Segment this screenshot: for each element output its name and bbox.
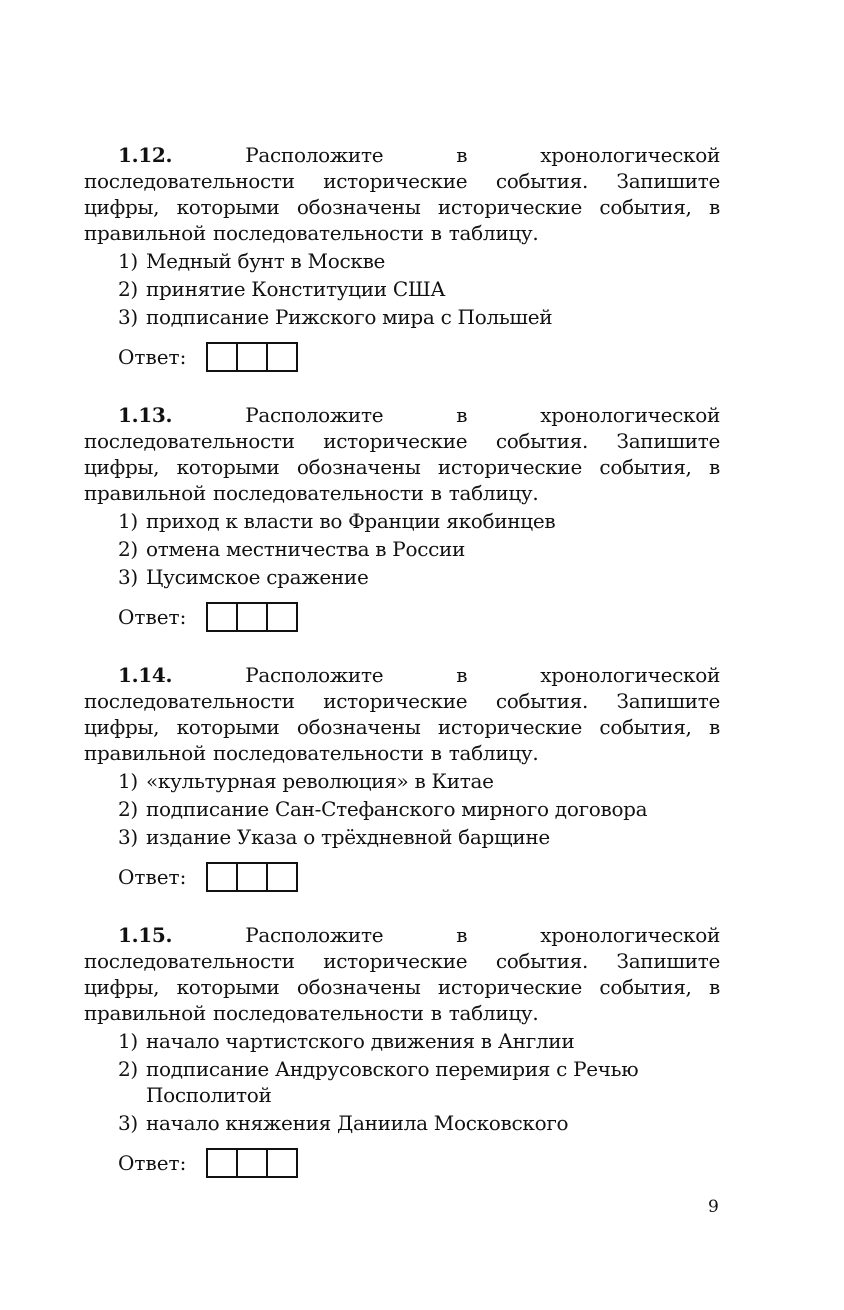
option-item (118, 304, 720, 330)
answer-label: Ответ: (118, 345, 187, 369)
answer-grid (206, 342, 298, 372)
answer-cell[interactable] (208, 344, 236, 370)
answer-cell[interactable] (266, 864, 296, 890)
answer-row (118, 342, 298, 372)
answer-grid (206, 602, 298, 632)
option-number: 1) (118, 1029, 138, 1053)
option-number: 2) (118, 537, 138, 561)
option-number: 3) (118, 1111, 138, 1135)
option-item (118, 824, 720, 850)
task-number: 1.12. (118, 143, 173, 167)
options-list (84, 248, 720, 330)
task-1-15 (84, 922, 720, 1136)
task-number: 1.15. (118, 923, 173, 947)
answer-grid (206, 1148, 298, 1178)
option-item (118, 768, 720, 794)
option-number: 3) (118, 305, 138, 329)
answer-cell[interactable] (236, 1150, 266, 1176)
option-item (118, 796, 720, 822)
page-number: 9 (708, 1197, 719, 1217)
option-item (118, 248, 720, 274)
option-text: начало княжения Даниила Московского (146, 1111, 569, 1135)
options-list (84, 508, 720, 590)
option-text: подписание Рижского мира с Польшей (146, 305, 553, 329)
option-item (118, 536, 720, 562)
option-text: принятие Конституции США (146, 277, 446, 301)
option-item (118, 1056, 720, 1108)
answer-cell[interactable] (208, 864, 236, 890)
option-item (118, 508, 720, 534)
task-1-12 (84, 142, 720, 330)
option-number: 3) (118, 825, 138, 849)
task-instruction: Расположите в хронологической последовательности исторические события. Запишите цифры, которыми обозначены исторические события, в правильной последовательности в таблицу. (84, 923, 720, 1025)
task-1-13 (84, 402, 720, 590)
answer-cell[interactable] (208, 604, 236, 630)
answer-cell[interactable] (236, 604, 266, 630)
task-prompt (84, 402, 720, 506)
answer-cell[interactable] (236, 864, 266, 890)
option-item (118, 1028, 720, 1054)
answer-label: Ответ: (118, 605, 187, 629)
option-text: отмена местничества в России (146, 537, 466, 561)
option-number: 3) (118, 565, 138, 589)
option-text: Медный бунт в Москве (146, 249, 386, 273)
option-number: 2) (118, 1057, 138, 1081)
option-text: подписание Сан-Стефанского мирного договора (146, 797, 648, 821)
answer-cell[interactable] (266, 344, 296, 370)
task-instruction: Расположите в хронологической последовательности исторические события. Запишите цифры, которыми обозначены исторические события, в правильной последовательности в таблицу. (84, 663, 720, 765)
answer-row (118, 862, 298, 892)
option-item (118, 1110, 720, 1136)
answer-cell[interactable] (266, 1150, 296, 1176)
answer-cell[interactable] (236, 344, 266, 370)
option-number: 1) (118, 249, 138, 273)
answer-cell[interactable] (266, 604, 296, 630)
task-1-14 (84, 662, 720, 850)
answer-cell[interactable] (208, 1150, 236, 1176)
option-text: приход к власти во Франции якобинцев (146, 509, 556, 533)
option-number: 1) (118, 509, 138, 533)
answer-label: Ответ: (118, 865, 187, 889)
task-prompt (84, 662, 720, 766)
task-prompt (84, 142, 720, 246)
task-prompt (84, 922, 720, 1026)
option-text: Цусимское сражение (146, 565, 369, 589)
task-instruction: Расположите в хронологической последовательности исторические события. Запишите цифры, которыми обозначены исторические события, в правильной последовательности в таблицу. (84, 143, 720, 245)
task-number: 1.13. (118, 403, 173, 427)
answer-row (118, 602, 298, 632)
option-item (118, 564, 720, 590)
option-text: издание Указа о трёхдневной барщине (146, 825, 550, 849)
task-instruction: Расположите в хронологической последовательности исторические события. Запишите цифры, которыми обозначены исторические события, в правильной последовательности в таблицу. (84, 403, 720, 505)
answer-grid (206, 862, 298, 892)
option-text: «культурная революция» в Китае (146, 769, 494, 793)
options-list (84, 1028, 720, 1136)
option-item (118, 276, 720, 302)
option-text: подписание Андрусовского перемирия с Речью Посполитой (146, 1057, 639, 1107)
options-list (84, 768, 720, 850)
answer-label: Ответ: (118, 1151, 187, 1175)
option-number: 2) (118, 797, 138, 821)
option-number: 2) (118, 277, 138, 301)
task-number: 1.14. (118, 663, 173, 687)
answer-row (118, 1148, 298, 1178)
option-text: начало чартистского движения в Англии (146, 1029, 575, 1053)
option-number: 1) (118, 769, 138, 793)
